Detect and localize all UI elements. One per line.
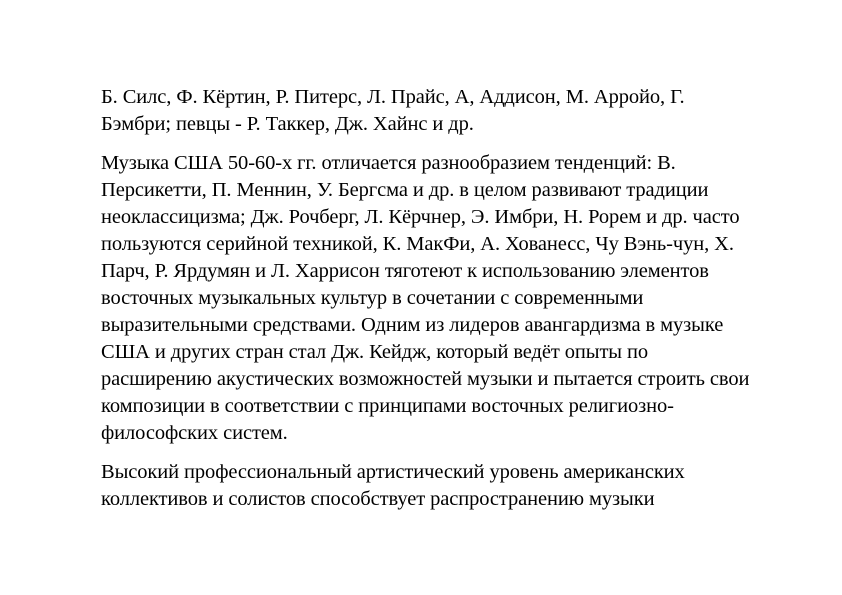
paragraph-professional-level: Высокий профессиональный артистический уровень американских коллективов и солистов способствует распространению музыки: [101, 461, 685, 510]
document-body: [101, 84, 751, 513]
paragraph-performers-list: Б. Силс, Ф. Кёртин, Р. Питерс, Л. Прайс, А, Аддисон, М. Арройо, Г. Бэмбри; певцы - Р. Таккер, Дж. Хайнс и др.: [101, 86, 685, 135]
paragraph-us-music-50-60s: Музыка США 50-60-х гг. отличается разнообразием тенденций: В. Персикетти, П. Меннин, У. Бергсма и др. в целом развивают традиции неоклассицизма; Дж. Рочберг, Л. Кёрчнер, Э. Имбри, Н. Рорем и др. часто пользуются серийной техникой, К. МакФи, А. Хованесс, Чу Вэнь-чун, Х. Парч, Р. Ярдумян и Л. Харрисон тяготеют к использованию элементов восточных музыкальных культур в сочетании с современными выразительными средствами. Одним из лидеров авангардизма в музыке США и других стран стал Дж. Кейдж, который ведёт опыты по расширению акустических возможностей музыки и пытается строить свои композиции в соответствии с принципами восточных религиозно-философских систем.: [101, 152, 750, 444]
